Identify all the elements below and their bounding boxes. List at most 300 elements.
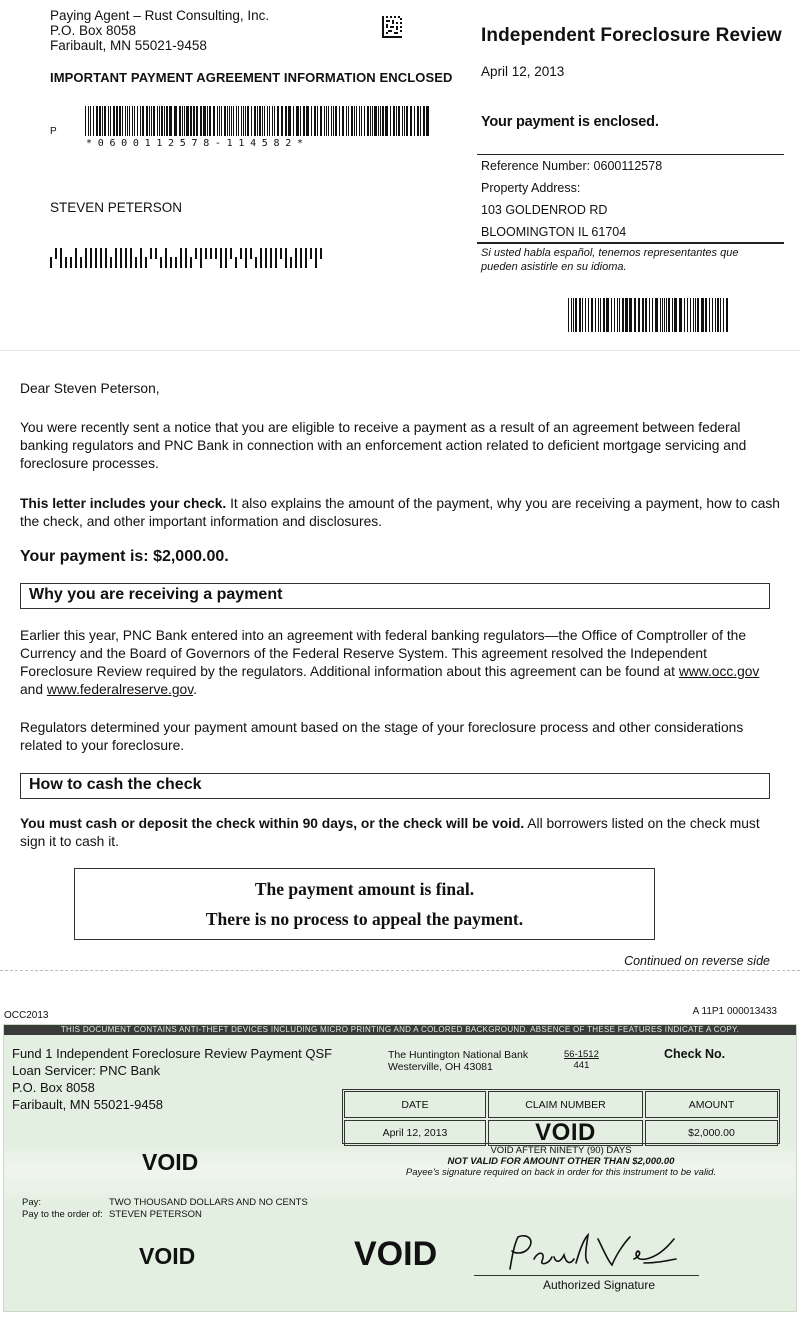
payment-check xyxy=(3,1024,797,1312)
barcode-bar xyxy=(229,106,230,136)
barcode-bar xyxy=(90,106,91,136)
barcode-bar xyxy=(116,106,118,136)
final-line: The payment amount is final. xyxy=(254,879,475,899)
barcode-bar xyxy=(693,298,694,332)
barcode-bar xyxy=(649,298,650,332)
barcode-bar xyxy=(638,298,640,332)
barcode-bar xyxy=(277,106,279,136)
payer-line: P.O. Box 8058 xyxy=(12,1080,95,1095)
barcode-bar xyxy=(142,106,144,136)
barcode-bar xyxy=(225,248,227,268)
barcode-bar xyxy=(303,106,305,136)
barcode-bar xyxy=(100,248,102,268)
barcode-bar xyxy=(160,257,162,268)
column-header-date: DATE xyxy=(344,1091,486,1118)
barcode-bar xyxy=(305,248,307,268)
barcode-bar xyxy=(359,106,360,136)
barcode-bar xyxy=(157,106,158,136)
barcode-bar xyxy=(150,248,152,259)
barcode-bar xyxy=(238,106,239,136)
barcode-bar xyxy=(378,106,379,136)
barcode-bar xyxy=(88,106,89,136)
amount-in-words: TWO THOUSAND DOLLARS AND NO CENTS xyxy=(109,1197,308,1208)
routing-bottom: 441 xyxy=(573,1060,590,1071)
check-batch-code: A 11P1 000013433 xyxy=(692,1006,777,1017)
barcode-bar xyxy=(595,298,596,332)
barcode-bar xyxy=(233,106,234,136)
barcode-bar xyxy=(380,106,381,136)
barcode-bar xyxy=(645,298,647,332)
barcode-bar xyxy=(331,106,332,136)
signature-line xyxy=(474,1275,699,1276)
barcode-bar xyxy=(190,106,192,136)
barcode-bar xyxy=(120,248,122,268)
barcode-bar xyxy=(65,257,67,268)
barcode-bar xyxy=(715,298,716,332)
sender-line: Paying Agent – Rust Consulting, Inc. xyxy=(50,8,270,23)
paragraph-text: It also explains the amount of the payment, why you are receiving a payment, how to cash the check, and other important information and disclosures. xyxy=(20,496,780,529)
signature-required-text: Payee's signature required on back in order for this instrument to be valid. xyxy=(405,1167,717,1178)
barcode-bar xyxy=(300,106,301,136)
check-number-label: Check No. xyxy=(664,1047,726,1061)
barcode-bar xyxy=(281,106,283,136)
barcode-bar xyxy=(262,106,263,136)
bank-block xyxy=(388,1049,528,1073)
routing-fraction xyxy=(564,1049,599,1071)
reference-block xyxy=(481,155,784,243)
barcode-bar xyxy=(259,106,261,136)
barcode-bar xyxy=(269,106,270,136)
barcode-bar xyxy=(571,298,572,332)
barcode-bar xyxy=(169,106,172,136)
paragraph-check-included xyxy=(20,495,780,531)
spanish-line: Si usted habla español, tenemos representantes que xyxy=(481,247,739,259)
barcode-bar xyxy=(320,248,322,259)
barcode-bar xyxy=(642,298,644,332)
important-notice: IMPORTANT PAYMENT AGREEMENT INFORMATION ENCLOSED xyxy=(50,70,453,85)
barcode-bar xyxy=(245,248,247,268)
payee-name: STEVEN PETERSON xyxy=(109,1209,202,1220)
barcode-bar xyxy=(668,298,670,332)
barcode-bar xyxy=(245,106,246,136)
barcode-bar xyxy=(354,106,355,136)
sender-line: Faribault, MN 55021-9458 xyxy=(50,38,207,53)
barcode-bar xyxy=(372,106,373,136)
void-after-text: VOID AFTER NINETY (90) DAYS xyxy=(490,1145,632,1156)
barcode-bar xyxy=(210,248,212,259)
barcode-bar xyxy=(625,298,628,332)
barcode-bar xyxy=(614,298,615,332)
barcode-bar xyxy=(113,106,115,136)
barcode-bar xyxy=(690,298,691,332)
barcode-bar xyxy=(290,257,292,268)
barcode-bar xyxy=(652,298,653,332)
barcode-bar xyxy=(619,298,620,332)
barcode-bar xyxy=(200,248,202,268)
barcode-bar xyxy=(105,248,107,268)
barcode-bar xyxy=(137,106,138,136)
barcode-bar xyxy=(622,298,624,332)
barcode-bar xyxy=(295,248,297,268)
barcode-bar xyxy=(720,298,721,332)
barcode-bar xyxy=(367,106,369,136)
barcode-bar xyxy=(314,106,316,136)
barcode-bar xyxy=(293,106,294,136)
barcode-bar xyxy=(404,106,405,136)
barcode-bar xyxy=(617,298,618,332)
barcode-bar xyxy=(402,106,403,136)
sender-line: P.O. Box 8058 xyxy=(50,23,137,38)
barcode-bar xyxy=(260,248,262,268)
datamatrix-code-icon xyxy=(382,16,402,38)
barcode-bar xyxy=(272,106,273,136)
barcode-bar xyxy=(317,106,318,136)
barcode-bar xyxy=(85,248,87,268)
void-stamp: VOID xyxy=(139,1243,196,1269)
barcode-bar xyxy=(315,248,317,268)
barcode-bar xyxy=(207,106,208,136)
barcode-bar xyxy=(575,298,577,332)
barcode-bar xyxy=(335,106,337,136)
barcode-bar xyxy=(99,106,101,136)
paragraph-intro: You were recently sent a notice that you are eligible to receive a payment as a result of an agreement between federal banking regulators and PNC Bank in connection with an enforcement action related to deficient mortgage servicing and foreclosure processes. xyxy=(20,420,747,471)
barcode-bar xyxy=(205,248,207,259)
barcode-bar xyxy=(243,106,244,136)
barcode-bar xyxy=(705,298,707,332)
barcode-bar xyxy=(235,257,237,268)
barcode-bar xyxy=(701,298,704,332)
barcode-bar xyxy=(166,106,168,136)
barcode-bar xyxy=(285,106,287,136)
barcode-bar xyxy=(85,106,86,136)
barcode-bar xyxy=(598,298,599,332)
continued-note: Continued on reverse side xyxy=(624,954,770,968)
barcode-bar xyxy=(320,106,322,136)
barcode-bar xyxy=(247,106,249,136)
link-occ[interactable]: www.occ.gov xyxy=(678,664,760,679)
barcode-bar xyxy=(280,248,282,259)
barcode-bar xyxy=(254,106,256,136)
check-amount: $2,000.00 xyxy=(645,1120,778,1146)
sender-address xyxy=(50,8,269,53)
barcode-bar xyxy=(417,106,419,136)
barcode-bar xyxy=(257,106,258,136)
barcode-bar xyxy=(125,106,126,136)
barcode-bar xyxy=(159,106,160,136)
barcode-bar xyxy=(662,298,663,332)
barcode-bar xyxy=(296,106,299,136)
reference-number: Reference Number: 0600112578 xyxy=(481,159,663,173)
tear-line xyxy=(0,970,800,971)
barcode-bar xyxy=(185,248,187,268)
barcode-bar xyxy=(591,298,593,332)
not-valid-text: NOT VALID FOR AMOUNT OTHER THAN $2,000.00 xyxy=(447,1156,675,1167)
barcode-bar xyxy=(414,106,415,136)
barcode-bar xyxy=(213,106,215,136)
pay-label: Pay: xyxy=(22,1197,42,1208)
payer-block xyxy=(12,1045,332,1113)
barcode-bar xyxy=(179,106,181,136)
barcode-bar xyxy=(717,298,719,332)
barcode-bar xyxy=(110,257,112,268)
barcode-bar xyxy=(182,106,183,136)
section-heading-why: Why you are receiving a payment xyxy=(20,583,770,609)
barcode-bar xyxy=(127,106,128,136)
barcode-bar xyxy=(342,106,344,136)
barcode-bar xyxy=(264,106,265,136)
barcode-bar xyxy=(149,106,150,136)
column-header-amount: AMOUNT xyxy=(645,1091,778,1118)
barcode-bar xyxy=(393,106,395,136)
salutation: Dear Steven Peterson, xyxy=(20,381,160,396)
bank-name: The Huntington National Bank xyxy=(388,1049,529,1061)
barcode-bar xyxy=(274,106,275,136)
property-address-line: BLOOMINGTON IL 61704 xyxy=(481,225,627,239)
pay-order-label: Pay to the order of: xyxy=(22,1209,103,1220)
barcode-bar xyxy=(364,106,365,136)
payment-enclosed-heading: Your payment is enclosed. xyxy=(481,114,659,130)
barcode-bar xyxy=(311,106,312,136)
barcode-bar xyxy=(328,106,329,136)
barcode-bar xyxy=(184,106,185,136)
authorized-signature-label: Authorized Signature xyxy=(542,1278,656,1292)
barcode-bar xyxy=(285,248,287,268)
barcode-bar xyxy=(165,248,167,268)
barcode-bar xyxy=(153,106,155,136)
barcode-bar xyxy=(132,106,133,136)
barcode-bar xyxy=(180,248,182,268)
barcode-bar xyxy=(265,248,267,268)
letter-date: April 12, 2013 xyxy=(481,64,565,79)
barcode-bar xyxy=(629,298,632,332)
bank-location: Westerville, OH 43081 xyxy=(388,1061,493,1073)
barcode-bar xyxy=(606,298,609,332)
barcode-bar xyxy=(674,298,677,332)
barcode-bar xyxy=(712,298,713,332)
spanish-line: pueden asistirle en su idioma. xyxy=(481,261,627,273)
barcode-bar xyxy=(203,106,206,136)
barcode-bar xyxy=(695,298,696,332)
divider xyxy=(477,242,784,244)
barcode-bar xyxy=(382,106,384,136)
barcode-bar xyxy=(300,248,302,268)
barcode-bar xyxy=(410,106,412,136)
barcode-bar xyxy=(164,106,165,136)
paragraph-text: All borrowers listed on the check must sign it to cash it. xyxy=(20,816,760,849)
barcode-bar xyxy=(129,106,130,136)
barcode-bar xyxy=(356,106,357,136)
barcode-bar xyxy=(288,106,291,136)
barcode-bar xyxy=(687,298,688,332)
barcode-bar xyxy=(585,298,586,332)
barcode-bar xyxy=(370,106,371,136)
barcode-bar xyxy=(251,106,252,136)
property-address-label: Property Address: xyxy=(481,181,581,195)
barcode-bar xyxy=(423,106,425,136)
barcode-bar xyxy=(406,106,408,136)
barcode-bar xyxy=(236,106,237,136)
barcode-bar xyxy=(122,106,123,136)
barcode-bar xyxy=(666,298,667,332)
barcode-bar xyxy=(339,106,340,136)
barcode-bar xyxy=(115,248,117,268)
barcode-bar xyxy=(664,298,665,332)
fold-line xyxy=(0,350,800,351)
barcode-bar xyxy=(611,298,612,332)
barcode-bar xyxy=(374,106,377,136)
postal-barcode-icon xyxy=(50,248,322,268)
barcode-bar xyxy=(175,257,177,268)
barcode-bar xyxy=(220,248,222,268)
barcode-bar xyxy=(151,106,152,136)
paragraph-text: Earlier this year, PNC Bank entered into an agreement with federal banking regulators—the Office of Comptroller of the Currency and the Board of Governors of the Federal Reserve System. This agreement resolved the Independent Foreclosure Review required by the regulators. Additional information about this agreement can be found at xyxy=(20,628,746,679)
page-title: Independent Foreclosure Review xyxy=(481,25,782,46)
barcode-bar xyxy=(275,248,277,268)
barcode-bar xyxy=(130,248,132,268)
barcode-digits: *0600112578-114582* xyxy=(86,138,309,149)
pay-labels xyxy=(22,1197,103,1221)
barcode-bar xyxy=(684,298,685,332)
barcode-bar xyxy=(385,106,388,136)
validity-notice xyxy=(342,1145,780,1178)
barcode-bar xyxy=(324,106,325,136)
paragraph-agreement xyxy=(20,627,780,699)
bold-text: You must cash or deposit the check within 90 days, or the check will be void. xyxy=(20,816,525,831)
barcode-bar xyxy=(70,257,72,268)
barcode-bar xyxy=(346,106,347,136)
barcode-bar xyxy=(306,106,309,136)
barcode-bar xyxy=(174,106,177,136)
barcode-bar xyxy=(709,298,710,332)
payer-line: Faribault, MN 55021-9458 xyxy=(12,1097,164,1112)
barcode-bar xyxy=(170,257,172,268)
barcode-icon xyxy=(85,106,430,136)
barcode-bar xyxy=(125,248,127,268)
barcode-bar xyxy=(119,106,121,136)
barcode-bar xyxy=(135,257,137,268)
barcode-bar xyxy=(217,106,218,136)
barcode-bar xyxy=(231,106,232,136)
barcode-bar xyxy=(209,106,211,136)
section-heading-cash: How to cash the check xyxy=(20,773,770,799)
barcode-bar xyxy=(90,248,92,268)
barcode-bar xyxy=(267,106,268,136)
barcode-bar xyxy=(55,248,57,259)
barcode-bar xyxy=(219,106,220,136)
barcode-bar xyxy=(145,257,147,268)
postal-mark: P xyxy=(50,126,57,137)
barcode-bar xyxy=(660,298,661,332)
barcode-bar xyxy=(241,106,242,136)
barcode-bar xyxy=(723,298,724,332)
void-stamp: VOID xyxy=(142,1149,199,1175)
barcode-icon xyxy=(568,298,728,332)
barcode-bar xyxy=(95,248,97,268)
barcode-bar xyxy=(333,106,334,136)
barcode-bar xyxy=(420,106,421,136)
barcode-bar xyxy=(146,106,148,136)
barcode-bar xyxy=(603,298,605,332)
barcode-bar xyxy=(140,106,141,136)
barcode-bar xyxy=(215,248,217,259)
paragraph-text: and xyxy=(20,682,47,697)
barcode-bar xyxy=(396,106,397,136)
paragraph-cash-deadline xyxy=(20,815,780,851)
final-payment-notice xyxy=(74,868,655,940)
barcode-bar xyxy=(600,298,601,332)
pay-values xyxy=(109,1197,308,1221)
link-federal-reserve[interactable]: www.federalreserve.gov xyxy=(46,682,194,697)
barcode-bar xyxy=(50,257,52,268)
barcode-bar xyxy=(161,106,163,136)
barcode-bar xyxy=(398,106,400,136)
barcode-bar xyxy=(96,106,98,136)
barcode-bar xyxy=(310,248,312,259)
check-date: April 12, 2013 xyxy=(344,1120,486,1146)
property-address-line: 103 GOLDENROD RD xyxy=(481,203,608,217)
barcode-bar xyxy=(361,106,362,136)
barcode-bar xyxy=(134,106,135,136)
barcode-bar xyxy=(655,298,658,332)
barcode-bar xyxy=(390,106,391,136)
barcode-bar xyxy=(195,248,197,259)
payment-amount-line: Your payment is: $2,000.00. xyxy=(20,548,229,565)
barcode-bar xyxy=(726,298,728,332)
barcode-bar xyxy=(270,248,272,268)
barcode-bar xyxy=(108,106,109,136)
barcode-bar xyxy=(110,106,111,136)
barcode-bar xyxy=(104,106,106,136)
routing-top: 56-1512 xyxy=(564,1049,599,1060)
payer-line: Loan Servicer: PNC Bank xyxy=(12,1063,161,1078)
barcode-bar xyxy=(697,298,699,332)
column-header-claim: CLAIM NUMBER xyxy=(488,1091,643,1118)
barcode-bar xyxy=(679,298,682,332)
claim-number-void: VOID xyxy=(488,1120,643,1146)
barcode-bar xyxy=(102,106,103,136)
signature-icon xyxy=(496,1229,686,1275)
payer-line: Fund 1 Independent Foreclosure Review Payment QSF xyxy=(12,1046,333,1061)
barcode-bar xyxy=(224,106,226,136)
barcode-bar xyxy=(60,248,62,268)
barcode-bar xyxy=(200,106,202,136)
barcode-bar xyxy=(326,106,327,136)
paragraph-regulators: Regulators determined your payment amount based on the stage of your foreclosure process and other considerations related to your foreclosure. xyxy=(20,720,744,753)
void-stamp: VOID xyxy=(354,1235,438,1273)
barcode-bar xyxy=(196,106,198,136)
barcode-bar xyxy=(93,106,94,136)
barcode-bar xyxy=(582,298,583,332)
barcode-bar xyxy=(193,106,195,136)
check-detail-table xyxy=(342,1089,780,1144)
barcode-bar xyxy=(588,298,589,332)
barcode-bar xyxy=(227,106,228,136)
barcode-bar xyxy=(348,106,349,136)
barcode-bar xyxy=(351,106,353,136)
barcode-bar xyxy=(579,298,581,332)
bold-text: This letter includes your check. xyxy=(20,496,227,511)
barcode-bar xyxy=(155,248,157,259)
spanish-notice xyxy=(481,246,738,274)
barcode-bar xyxy=(80,257,82,268)
barcode-bar xyxy=(186,106,189,136)
barcode-bar xyxy=(250,248,252,259)
barcode-bar xyxy=(140,248,142,268)
barcode-bar xyxy=(221,106,222,136)
final-line: There is no process to appeal the payment. xyxy=(205,909,524,929)
barcode-bar xyxy=(568,298,569,332)
barcode-bar xyxy=(75,248,77,268)
